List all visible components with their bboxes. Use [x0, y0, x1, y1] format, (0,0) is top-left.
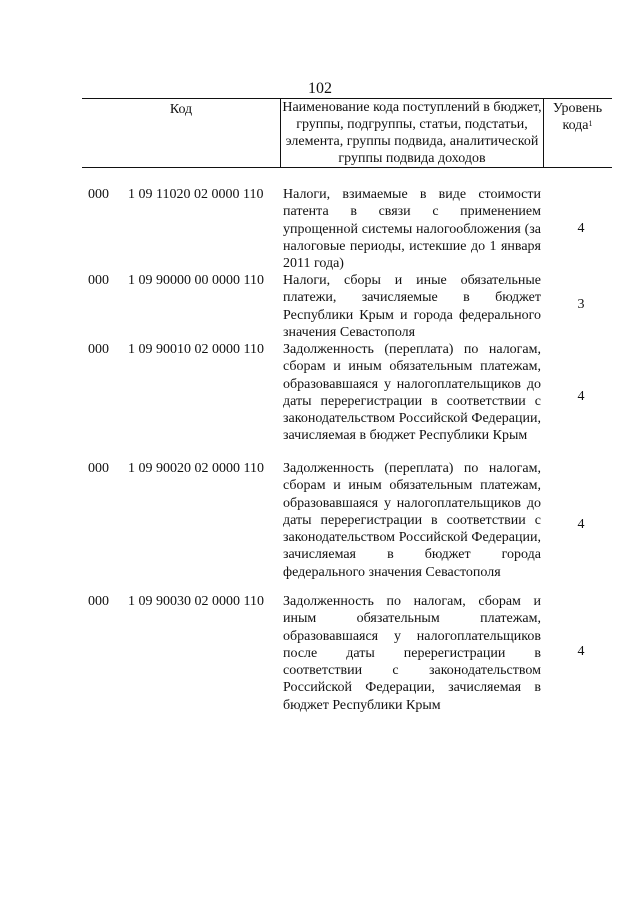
row-admin-code: 000: [88, 342, 109, 357]
row-name: Налоги, взимаемые в виде стоимости патента в связи с применением упрощенной системы налогообложения (за налоговые периоды, истекшие до 1 января 2011 года): [283, 187, 541, 272]
row-level: 4: [577, 517, 585, 532]
row-code: 1 09 90000 00 0000 110: [128, 273, 264, 288]
row-name: Задолженность по налогам, сборам и иным обязательным платежам, образовавшаяся у налогоплательщиков после даты перерегистрации в соответствии с законодательством Российской Федерации, зачисляемая в бюджет Республики Крым: [283, 594, 541, 713]
row-name: Задолженность (переплата) по налогам, сборам и иным обязательным платежам, образовавшаяся у налогоплательщиков до даты перерегистрации в соответствии с законодательством Российской Федерации, зачисляемая в бюджет Республики Крым: [283, 342, 541, 444]
row-admin-code: 000: [88, 594, 109, 609]
row-level: 4: [577, 644, 585, 659]
row-admin-code: 000: [88, 273, 109, 288]
table-header: [82, 98, 612, 168]
row-level: 4: [577, 221, 585, 236]
page-number: 102: [308, 80, 332, 97]
row-code: 1 09 90030 02 0000 110: [128, 594, 264, 609]
row-name: Налоги, сборы и иные обязательные платежи, зачисляемые в бюджет Республики Крым и города федерального значения Севастополя: [283, 273, 541, 340]
row-code: 1 09 90010 02 0000 110: [128, 342, 264, 357]
row-code: 1 09 11020 02 0000 110: [128, 187, 264, 202]
row-name: Задолженность (переплата) по налогам, сборам и иным обязательным платежам, образовавшаяся у налогоплательщиков до даты перерегистрации в соответствии с законодательством Российской Федерации, зачисляемая в бюджет города федерального значения Севастополя: [283, 461, 541, 580]
header-level: [543, 99, 612, 168]
header-level-label: Уровень кода: [552, 101, 603, 133]
row-code: 1 09 90020 02 0000 110: [128, 461, 264, 476]
header-code: Код: [169, 102, 193, 117]
row-level: 3: [577, 297, 585, 312]
row-admin-code: 000: [88, 187, 109, 202]
header-level-footnote: 1: [588, 119, 593, 128]
header-name: Наименование кода поступлений в бюджет, группы, подгруппы, статьи, подстатьи, элемента, группы подвида, аналитической группы подвида доходов: [280, 99, 544, 167]
row-level: 4: [577, 389, 585, 404]
row-admin-code: 000: [88, 461, 109, 476]
